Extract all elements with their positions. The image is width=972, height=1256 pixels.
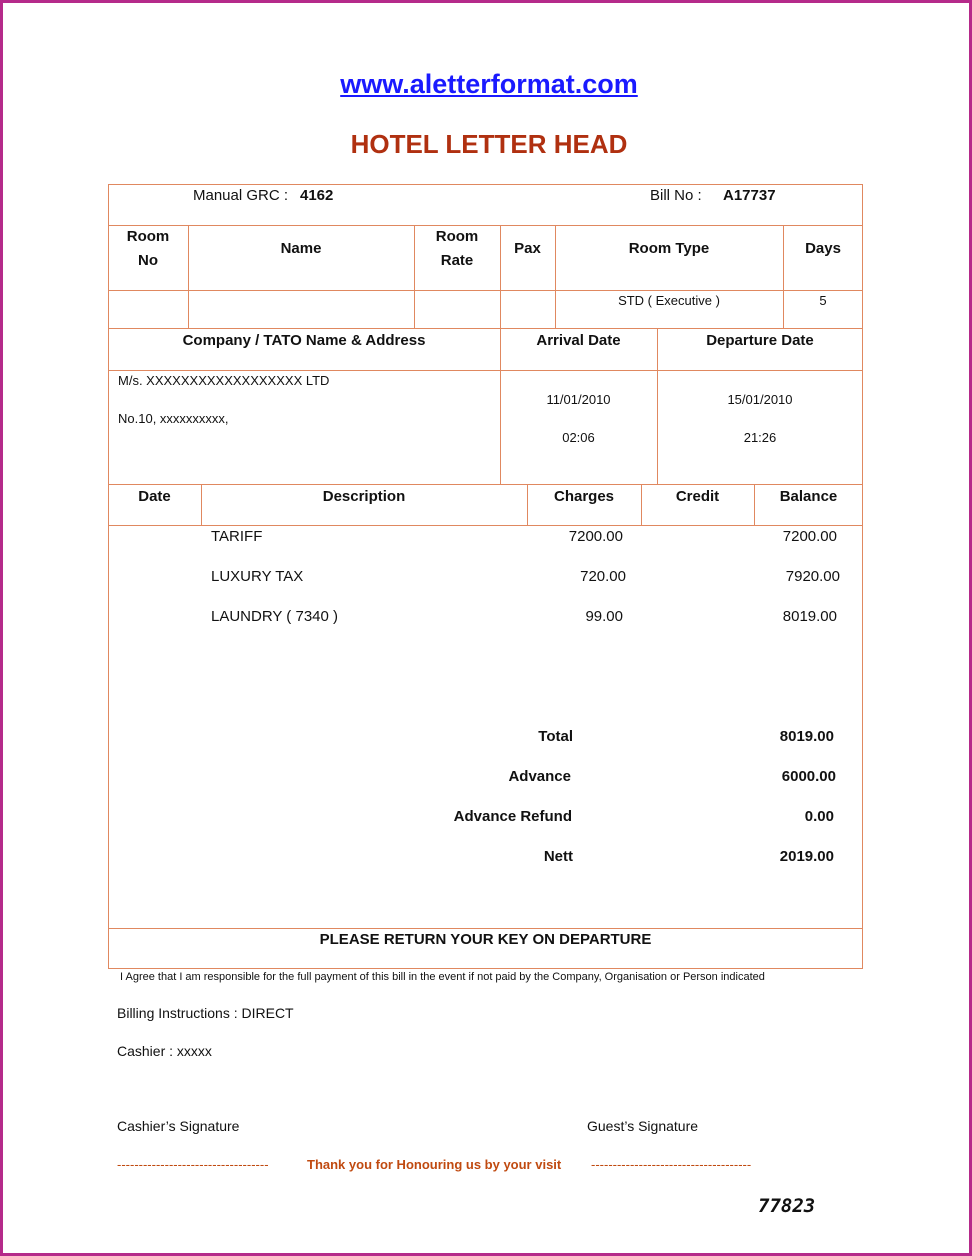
row-balance: 7920.00 [785, 568, 840, 585]
hotel-letter-head-title: HOTEL LETTER HEAD [350, 129, 628, 159]
row-charges: 720.00 [580, 568, 626, 585]
col-room-no: Room No [126, 228, 170, 269]
total-label: Total [538, 728, 573, 745]
total-value: 8019.00 [779, 728, 834, 745]
col-credit: Credit [675, 488, 720, 505]
departure-time: 21:26 [743, 430, 777, 445]
col-days: Days [805, 240, 841, 257]
days-value: 5 [819, 293, 827, 308]
bill-no-value: A17737 [723, 187, 776, 204]
key-return-notice: PLEASE RETURN YOUR KEY ON DEPARTURE [319, 931, 652, 948]
col-date: Date [138, 488, 171, 505]
col-room-type: Room Type [628, 240, 710, 257]
col-room-rate: Room Rate [435, 228, 479, 269]
company-name: M/s. XXXXXXXXXXXXXXXXXX LTD [118, 373, 330, 388]
company-address: No.10, xxxxxxxxxx, [118, 411, 229, 426]
col-name: Name [280, 240, 322, 257]
nett-label: Nett [543, 848, 573, 865]
nett-value: 2019.00 [779, 848, 834, 865]
agreement-text: I Agree that I am responsible for the full payment of this bill in the event if not paid by the Company, Organisation or Person indicated [120, 971, 765, 983]
guest-signature-label: Guest’s Signature [587, 1118, 699, 1134]
website-link[interactable]: www.aletterformat.com [340, 69, 638, 99]
invoice-page [3, 3, 969, 1253]
row-charges: 7200.00 [568, 528, 623, 545]
advance-value: 6000.00 [781, 768, 836, 785]
company-header: Company / TATO Name & Address [182, 332, 426, 349]
row-description: LAUNDRY ( 7340 ) [211, 608, 339, 625]
row-balance: 7200.00 [782, 528, 837, 545]
col-charges: Charges [553, 488, 615, 505]
cashier-name: Cashier : xxxxx [117, 1043, 212, 1059]
billing-instructions: Billing Instructions : DIRECT [117, 1005, 294, 1021]
grc-label: Manual GRC : [193, 187, 289, 204]
room-type-value: STD ( Executive ) [618, 293, 720, 308]
col-balance: Balance [779, 488, 838, 505]
divider-right: ------------------------------------- [591, 1157, 752, 1172]
advance-refund-label: Advance Refund [453, 808, 572, 825]
thank-you-message: Thank you for Honouring us by your visit [307, 1157, 562, 1172]
grc-value: 4162 [300, 187, 334, 204]
bill-no-label: Bill No : [650, 187, 702, 204]
arrival-time: 02:06 [562, 430, 595, 445]
arrival-date-header: Arrival Date [536, 332, 621, 349]
col-description: Description [322, 488, 406, 505]
row-description: TARIFF [211, 528, 263, 545]
advance-refund-value: 0.00 [804, 808, 834, 825]
row-description: LUXURY TAX [211, 568, 304, 585]
row-balance: 8019.00 [782, 608, 837, 625]
departure-date: 15/01/2010 [727, 392, 793, 407]
cashier-signature-label: Cashier’s Signature [117, 1118, 240, 1134]
departure-date-header: Departure Date [706, 332, 814, 349]
divider-left: ----------------------------------- [117, 1157, 269, 1172]
col-pax: Pax [514, 240, 541, 257]
row-charges: 99.00 [585, 608, 623, 625]
image-stamp-number: 77823 [758, 1195, 816, 1217]
arrival-date: 11/01/2010 [546, 392, 611, 407]
advance-label: Advance [508, 768, 571, 785]
